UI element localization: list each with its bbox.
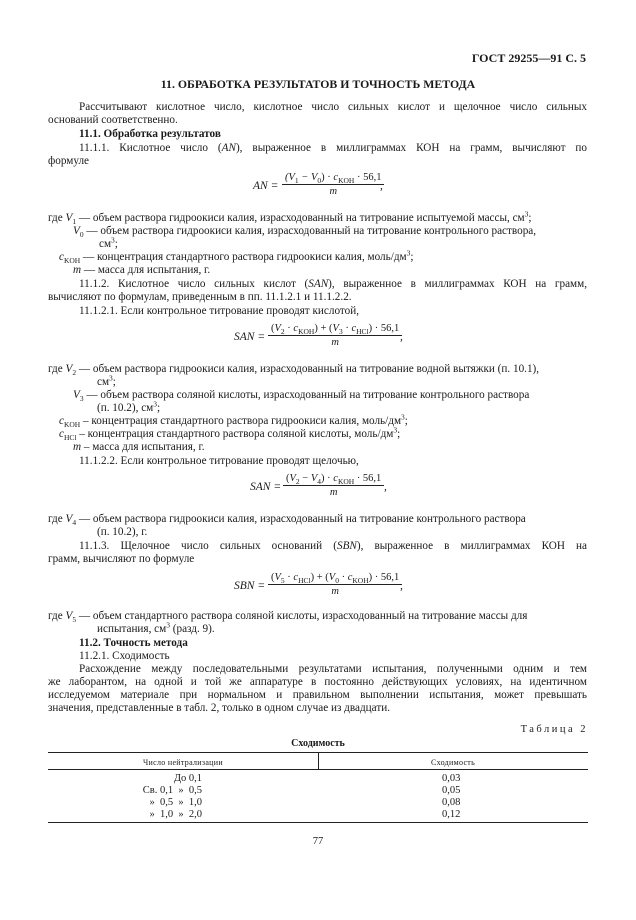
p-11-1-3-line-2: грамм, вычисляют по формуле bbox=[48, 553, 195, 565]
table-title: Сходимость bbox=[291, 738, 345, 749]
p-11-1-2-line-2: вычисляют по формулам, приведенным в пп. 11.1.2.1 и 11.1.2.2. bbox=[48, 291, 352, 303]
formula-an-comma: , bbox=[380, 180, 383, 192]
table-header-rule bbox=[48, 769, 588, 770]
p-11-1-3-line-1: 11.1.3. Щелочное число сильных оснований (SBN), выраженное в миллиграммах КОН на bbox=[79, 540, 588, 552]
def-v2: где $V_2$ — объем раствора гидроокиси калия, израсходованный на титрование водной вытяжки (п. 10.1), bbox=[48, 363, 540, 378]
table-cell: » 1,0 » 2,0 bbox=[149, 809, 202, 820]
formula-san2-comma: , bbox=[384, 481, 387, 493]
def-v2-cont: $см^3$; bbox=[97, 373, 116, 388]
p-11-1-1-line-1: 11.1.1. Кислотное число (AN), выраженное в миллиграммах КОН на грамм, вычисляют по bbox=[79, 142, 587, 154]
p-11-2-1-line-1: Расхождение между последовательными результатами испытания, полученными одним и тем bbox=[79, 663, 587, 675]
intro-line-2: оснований соответственно. bbox=[48, 114, 178, 126]
p-11-1-1-line-2: формуле bbox=[48, 155, 89, 167]
def-v3: $V_3$ — объем раствора соляной кислоты, израсходованный на титрование контрольного раствора bbox=[73, 389, 530, 404]
formula-an-lhs: AN = bbox=[253, 180, 279, 192]
def-v0: $V_0$ — объем раствора гидроокиси калия, израсходованный на титрование контрольного раствора, bbox=[73, 225, 537, 240]
p-11-1-2-1: 11.1.2.1. Если контрольное титрование проводят кислотой, bbox=[79, 305, 360, 317]
formula-san1-comma: , bbox=[400, 331, 403, 343]
formula-san2-fraction: $(V_2 - V_4) \cdot c_{KOH} \cdot 56,1$ m bbox=[283, 473, 384, 498]
table-cell: » 0,5 » 1,0 bbox=[149, 797, 202, 808]
subsection-11-2-1: 11.2.1. Сходимость bbox=[79, 650, 170, 662]
def-v4: где $V_4$ — объем раствора гидроокиси калия, израсходованный на титрование контрольного раствора bbox=[48, 513, 526, 528]
def-v0-cont: $см^3$; bbox=[99, 235, 118, 250]
formula-an-fraction: $(V_1 - V_0) \cdot c_{KOH} \cdot 56,1$ m bbox=[282, 172, 384, 197]
section-title: 11. ОБРАБОТКА РЕЗУЛЬТАТОВ И ТОЧНОСТЬ МЕТОДА bbox=[160, 77, 476, 91]
subsection-11-2: 11.2. Точность метода bbox=[79, 637, 188, 649]
table-bottom-rule bbox=[48, 822, 588, 823]
table-cell: До 0,1 bbox=[173, 773, 202, 784]
p-11-1-2-2: 11.1.2.2. Если контрольное титрование проводят щелочью, bbox=[79, 455, 359, 467]
p-11-2-1-line-3: исследуемом материале при нормальном и правильном выполнении испытания, может превышать bbox=[48, 689, 587, 701]
formula-sbn-fraction: $(V_5 \cdot c_{HCl}) + (V_0 \cdot c_{KOH}) \cdot 56,1$ m bbox=[268, 572, 402, 597]
table-cell: 0,05 bbox=[442, 785, 461, 796]
page-number: 77 bbox=[312, 836, 324, 847]
table-cell: 0,03 bbox=[442, 773, 461, 784]
formula-sbn-comma: , bbox=[400, 580, 403, 592]
def-v3-cont: (п. 10.2), $см^3$; bbox=[97, 399, 161, 414]
table-cell: 0,08 bbox=[442, 797, 461, 808]
p-11-2-1-line-2: же лаборантом, на одной и той же аппаратуре в постоянно действующих условиях, на идентичном bbox=[48, 676, 587, 688]
intro-line-1: Рассчитывают кислотное число, кислотное число сильных кислот и щелочное число сильных bbox=[79, 101, 587, 113]
def-v4-cont: (п. 10.2), г. bbox=[97, 526, 148, 538]
formula-san1-fraction: $(V_2 \cdot c_{KOH}) + (V_3 \cdot c_{HCl}) \cdot 56,1$ m bbox=[268, 323, 402, 348]
def-ckoh-2: $c_{KOH}$ – концентрация стандартного раствора гидроокиси калия, моль/$дм^3$; bbox=[59, 412, 408, 430]
def-m-2: m – масса для испытания, г. bbox=[73, 441, 205, 453]
table-col-header-2: Сходимость bbox=[430, 758, 476, 767]
p-11-1-2-line-1: 11.1.2. Кислотное число сильных кислот (SAN), выраженное в миллиграммах КОН на грамм, bbox=[79, 278, 587, 290]
def-m: m — масса для испытания, г. bbox=[73, 264, 211, 276]
def-v5-cont: испытания, $см^3$ (разд. 9). bbox=[97, 620, 215, 635]
formula-san1-lhs: SAN = bbox=[234, 331, 266, 343]
def-chcl: $c_{HCl}$ – концентрация стандартного раствора соляной кислоты, моль/$дм^3$; bbox=[59, 425, 401, 443]
formula-san2-lhs: SAN = bbox=[250, 481, 282, 493]
table-cell: Св. 0,1 » 0,5 bbox=[142, 785, 202, 796]
table-col-header-1: Число нейтрализации bbox=[143, 758, 223, 767]
table-cell: 0,12 bbox=[442, 809, 461, 820]
subsection-11-1: 11.1. Обработка результатов bbox=[79, 128, 221, 140]
page-header: ГОСТ 29255—91 С. 5 bbox=[471, 51, 586, 65]
formula-sbn-lhs: SBN = bbox=[234, 580, 266, 592]
def-ckoh: $c_{KOH}$ — концентрация стандартного раствора гидроокиси калия, моль/$дм^3$; bbox=[59, 248, 414, 266]
table-label: Таблица 2 bbox=[520, 724, 588, 735]
p-11-2-1-line-4: значения, представленные в табл. 2, только в одном случае из двадцати. bbox=[48, 702, 390, 714]
def-v5: где $V_5$ — объем стандартного раствора соляной кислоты, израсходованный на титрование массы для bbox=[48, 610, 528, 625]
def-v1: где $V_1$ — объем раствора гидроокиси калия, израсходованный на титрование испытуемой массы, $см^3$; bbox=[48, 209, 532, 227]
